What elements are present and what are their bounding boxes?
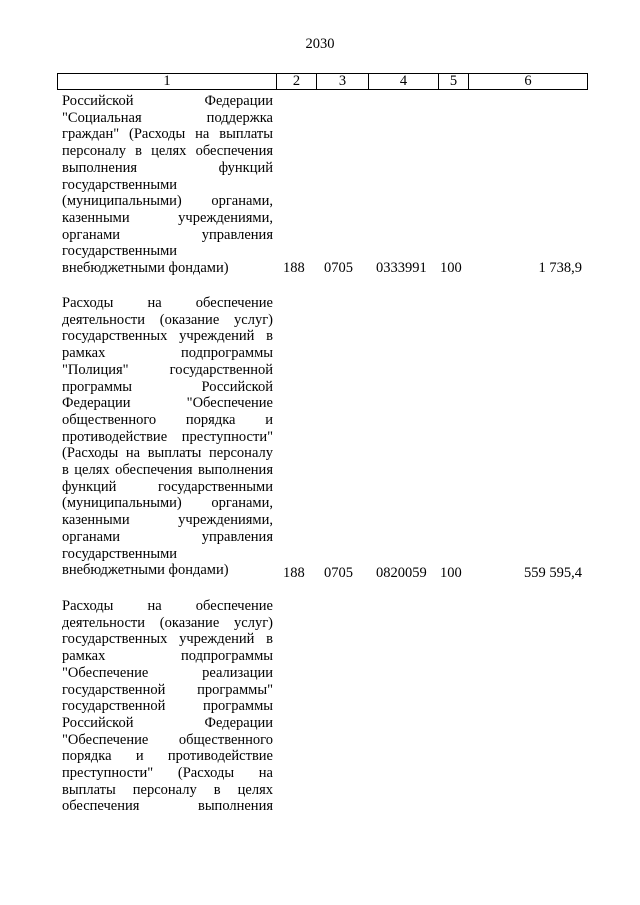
row-description (62, 93, 273, 277)
cell-col2: 188 (283, 260, 305, 276)
cell-col2: 188 (283, 565, 305, 581)
description-line: программы Российской (62, 378, 273, 395)
description-line: граждан" (Расходы на выплаты (62, 126, 273, 143)
description-line: Расходы на обеспечение (62, 295, 273, 311)
cell-col4: 0820059 (376, 565, 427, 581)
description-line: (Расходы на выплаты персоналу (62, 445, 273, 462)
page-number: 2030 (305, 36, 335, 52)
description-line: выполнения функций (62, 159, 273, 176)
cell-col5: 100 (440, 565, 462, 581)
description-line: государственных учреждений в (62, 328, 273, 345)
description-line: обеспечения выполнения (62, 798, 273, 815)
description-line: государственными (62, 545, 178, 562)
column-header-1: 1 (58, 74, 277, 90)
description-line: Расходы на обеспечение (62, 598, 273, 614)
description-line: деятельности (оказание услуг) (62, 614, 273, 631)
cell-col6: 1 738,9 (538, 260, 582, 276)
description-line: органами управления (62, 528, 273, 545)
column-header-row (57, 73, 588, 90)
description-line: рамках подпрограммы (62, 345, 273, 362)
description-line: казенными учреждениями, (62, 209, 273, 226)
description-line: персоналу в целях обеспечения (62, 143, 273, 160)
description-line: деятельности (оказание услуг) (62, 311, 273, 328)
description-line: государственной программы" (62, 681, 273, 698)
description-line: общественного порядка и (62, 411, 273, 428)
description-line: государственными (62, 243, 178, 260)
description-line: преступности" (Расходы на (62, 765, 273, 782)
cell-col3: 0705 (324, 565, 353, 581)
column-header-5: 5 (439, 74, 469, 90)
description-line: "Полиция" государственной (62, 361, 273, 378)
row-description (62, 598, 273, 815)
description-line: порядка и противодействие (62, 748, 273, 765)
description-line: Федерации "Обеспечение (62, 395, 273, 412)
cell-col6: 559 595,4 (524, 565, 582, 581)
description-line: Российской Федерации (62, 714, 273, 731)
column-header-2: 2 (277, 74, 317, 90)
column-header-6: 6 (469, 74, 588, 90)
description-line: (муниципальными) органами, (62, 495, 273, 512)
row-description (62, 295, 273, 579)
description-line: органами управления (62, 226, 273, 243)
description-line: "Обеспечение реализации (62, 664, 273, 681)
description-line: государственной программы (62, 698, 273, 715)
description-line: внебюджетными фондами) (62, 562, 229, 579)
cell-col4: 0333991 (376, 260, 427, 276)
description-line: функций государственными (62, 478, 273, 495)
description-line: "Социальная поддержка (62, 109, 273, 126)
description-line: казенными учреждениями, (62, 512, 273, 529)
description-line: внебюджетными фондами) (62, 260, 229, 277)
description-line: противодействие преступности" (62, 428, 273, 445)
description-line: "Обеспечение общественного (62, 731, 273, 748)
cell-col3: 0705 (324, 260, 353, 276)
description-line: государственных учреждений в (62, 631, 273, 648)
cell-col5: 100 (440, 260, 462, 276)
column-header-4: 4 (369, 74, 439, 90)
description-line: рамках подпрограммы (62, 648, 273, 665)
description-line: выплаты персоналу в целях (62, 781, 273, 798)
column-header-3: 3 (317, 74, 369, 90)
description-line: в целях обеспечения выполнения (62, 462, 273, 479)
description-line: (муниципальными) органами, (62, 193, 273, 210)
description-line: государственными (62, 176, 178, 193)
description-line: Российской Федерации (62, 93, 273, 109)
